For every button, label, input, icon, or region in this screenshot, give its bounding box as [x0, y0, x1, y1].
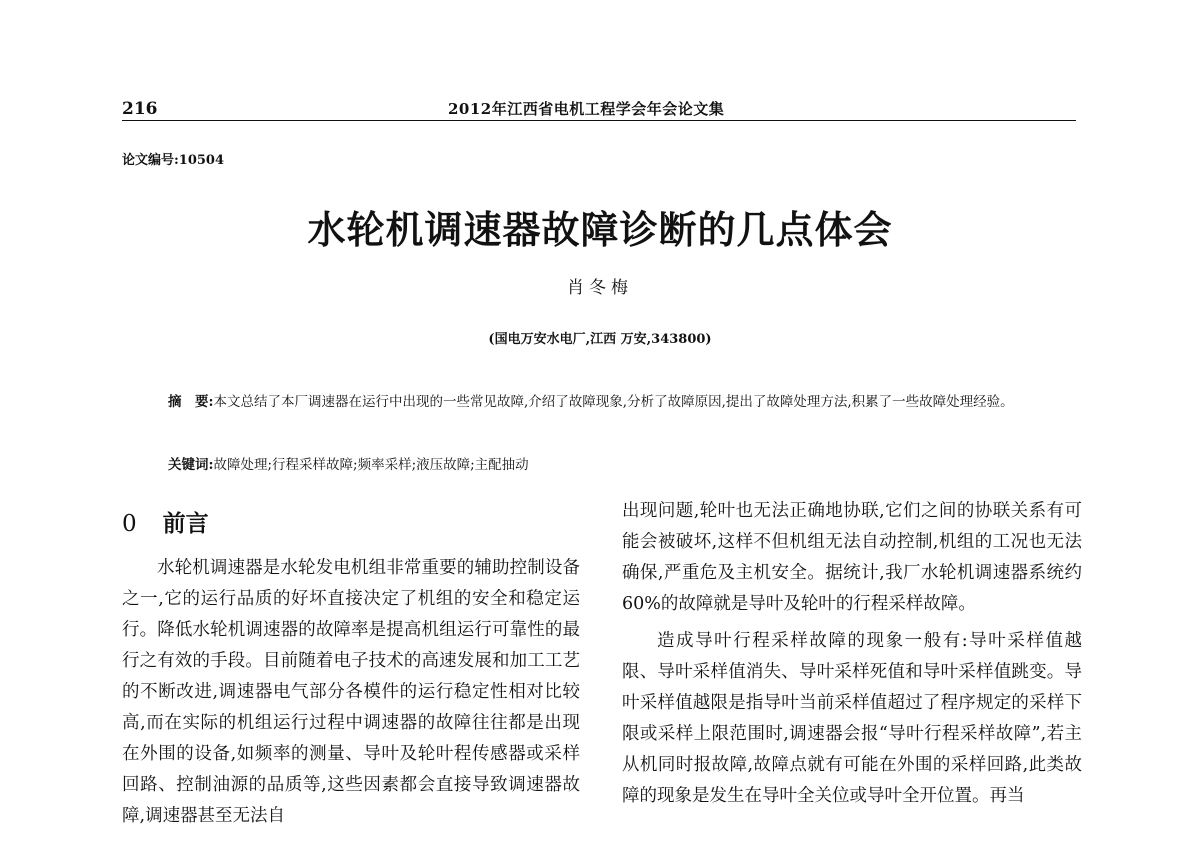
page-number: 216 [122, 99, 158, 119]
abstract-text: 本文总结了本厂调速器在运行中出现的一些常见故障,介绍了故障现象,分析了故障原因,提出了故障处理方法,积累了一些故障处理经验。 [213, 394, 1014, 410]
paper-title: 水轮机调速器故障诊断的几点体会 [307, 208, 893, 252]
body-paragraph: 出现问题,轮叶也无法正确地协联,它们之间的协联关系有可能会被破坏,这样不但机组无法自动控制,机组的工况也无法确保,严重危及主机安全。据统计,我厂水轮机调速器系统约60%的故障就是导叶及轮叶的行程采样故障。 [622, 501, 1082, 614]
body-paragraph: 造成导叶行程采样故障的现象一般有:导叶采样值越限、导叶采样值消失、导叶采样死值和导叶采样值跳变。导叶采样值越限是指导叶当前采样值超过了程序规定的采样下限或采样上限范围时,调速器会报“导叶行程采样故障”,若主从机同时报故障,故障点就有可能在外围的采样回路,此类故障的现象是发生在导叶全关位或导叶全开位置。再当 [622, 631, 1082, 806]
author: 肖冬梅 [567, 278, 633, 298]
keywords-label: 关键词: [168, 457, 214, 473]
body-paragraph: 水轮机调速器是水轮发电机组非常重要的辅助控制设备之一,它的运行品质的好坏直接决定了机组的安全和稳定运行。降低水轮机调速器的故障率是提高机组运行可靠性的最行之有效的手段。目前随着电子技术的高速发展和加工工艺的不断改进,调速器电气部分各模件的运行稳定性相对比较高,而在实际的机组运行过程中调速器的故障往往都是出现在外围的设备,如频率的测量、导叶及轮叶程传感器或采样回路、控制油源的品质等,这些因素都会直接导致调速器故障,调速器甚至无法自 [122, 558, 580, 826]
abstract-label: 摘 要: [168, 394, 214, 410]
section-title: 前言 [162, 510, 209, 537]
section-number: 0 [122, 511, 137, 537]
section-heading [122, 505, 209, 538]
affiliation: (国电万安水电厂,江西 万安,343800) [488, 332, 712, 347]
body-right-column [622, 496, 1082, 812]
running-title: 2012年江西省电机工程学会年会论文集 [448, 100, 725, 118]
abstract [168, 390, 1038, 415]
body-left-column [122, 553, 580, 832]
keywords [168, 453, 529, 473]
paper-number: 论文编号:10504 [122, 153, 225, 168]
keywords-text: 故障处理;行程采样故障;频率采样;液压故障;主配抽动 [213, 457, 529, 473]
header-rule [122, 120, 1076, 121]
